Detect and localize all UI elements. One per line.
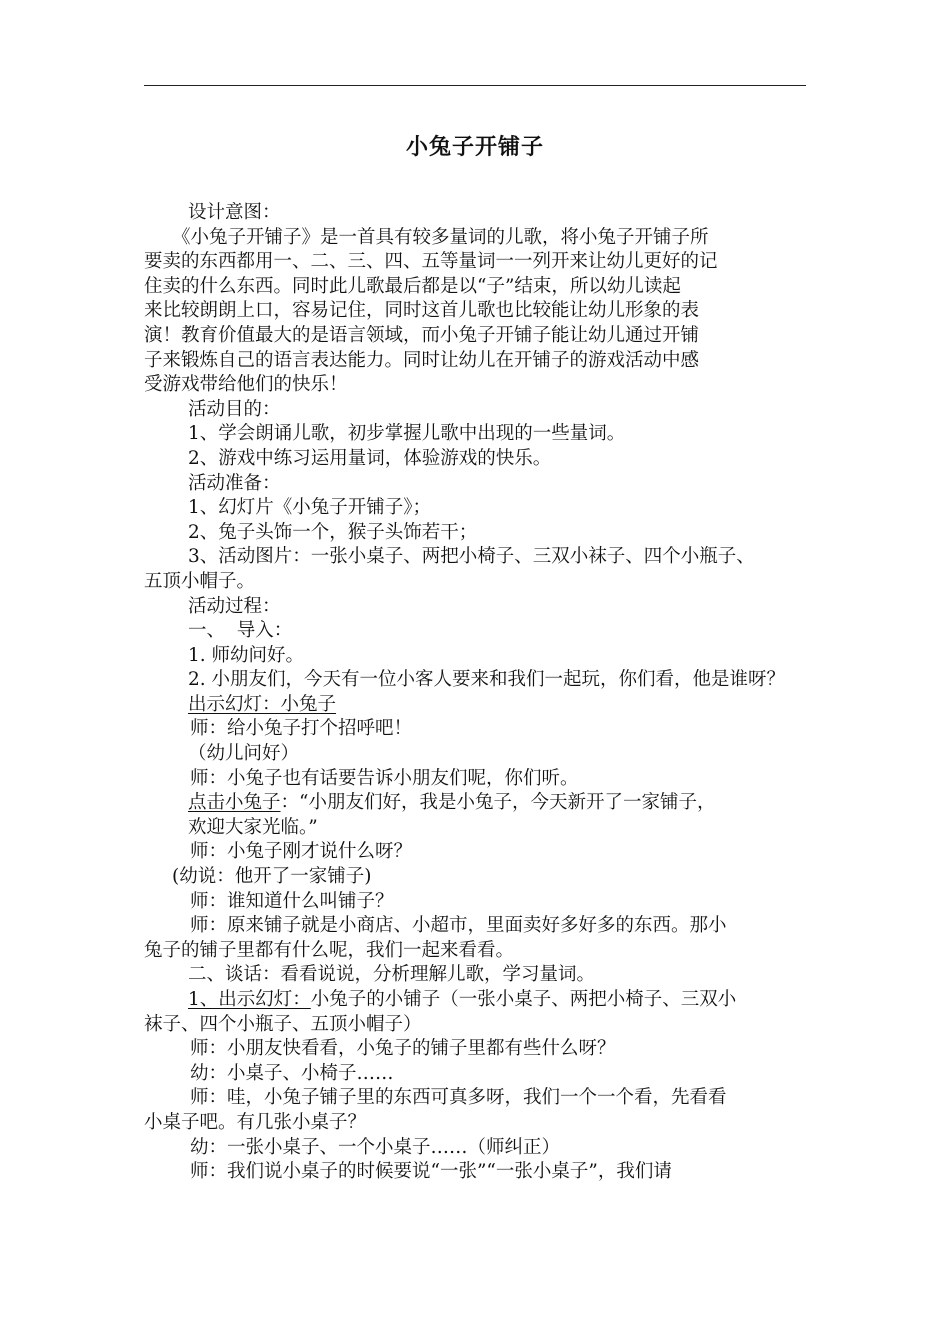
list-item: 2、兔子头饰一个，猴子头饰若干； (188, 521, 478, 543)
text-line: 子来锻炼自己的语言表达能力。同时让幼儿在开铺子的游戏活动中感 (144, 349, 700, 371)
dialogue-line: 师：我们说小桌子的时候要说“一张”“一张小桌子”，我们请 (190, 1161, 672, 1183)
section-heading: 二、谈话：看看说说，分析理解儿歌，学习量词。 (188, 964, 596, 986)
text-line (144, 988, 808, 1013)
list-item: 1、学会朗诵儿歌，初步掌握儿歌中出现的一些量词。 (188, 423, 626, 445)
text-line: 小桌子吧。有几张小桌子？ (144, 1111, 367, 1133)
line-text: 小兔子的小铺子（一张小桌子、两把小椅子、三双小 (310, 989, 737, 1010)
dialogue-line: （幼儿问好） (188, 743, 300, 765)
text-line: 来比较朗朗上口，容易记住，同时这首儿歌也比较能让幼儿形象的表 (144, 300, 700, 322)
text-line: 演！教育价值最大的是语言领域，而小兔子开铺子能让幼儿通过开铺 (144, 324, 700, 346)
section-heading: 活动目的： (188, 398, 281, 420)
underlined-text: 出示幻灯：小兔子 (188, 693, 337, 715)
dialogue-line: 幼：小桌子、小椅子…… (190, 1062, 394, 1084)
list-item: 3、活动图片：一张小桌子、两把小椅子、三双小袜子、四个小瓶子、 (188, 546, 755, 568)
dialogue-line: 师：哇，小兔子铺子里的东西可真多呀，我们一个一个看，先看看 (190, 1087, 727, 1109)
text-line: 五顶小帽子。 (144, 570, 256, 592)
text-line (144, 693, 808, 718)
list-item: 2. 小朋友们，今天有一位小客人要来和我们一起玩，你们看，他是谁呀？ (188, 669, 786, 691)
underlined-text: 点击小兔子 (188, 792, 281, 814)
dialogue-line: 欢迎大家光临。” (188, 816, 318, 838)
text-line: 要卖的东西都用一、二、三、四、五等量词一一列开来让幼儿更好的记 (144, 251, 718, 273)
header-rule (144, 85, 806, 86)
document-body (144, 201, 808, 1185)
page-title: 小兔子开铺子 (405, 135, 544, 160)
text-line: 袜子、四个小瓶子、五顶小帽子） (144, 1013, 422, 1035)
dialogue-line: 幼：一张小桌子、一个小桌子……（师纠正） (190, 1136, 561, 1158)
dialogue-line: 师：原来铺子就是小商店、小超市，里面卖好多好多的东西。那小 (190, 915, 727, 937)
dialogue-text: ：“小朋友们好，我是小兔子，今天新开了一家铺子， (280, 792, 716, 814)
dialogue-line: (幼说：他开了一家铺子) (172, 866, 372, 888)
dialogue-line (144, 791, 808, 816)
dialogue-line: 师：小兔子也有话要告诉小朋友们呢，你们听。 (190, 767, 579, 789)
section-heading: 活动准备： (188, 472, 281, 494)
text-line: 《小兔子开铺子》是一首具有较多量词的儿歌，将小兔子开铺子所 (172, 226, 709, 248)
underlined-text: 1、出示幻灯： (188, 989, 311, 1010)
dialogue-line: 师：小兔子刚才说什么呀？ (190, 841, 413, 863)
list-item: 1、幻灯片《小兔子开铺子》； (188, 497, 432, 519)
section-heading: 一、 导入： (188, 620, 293, 642)
text-line: 设计意图： (188, 202, 281, 223)
text-line: 住卖的什么东西。同时此儿歌最后都是以“子”结束，所以幼儿读起 (144, 275, 681, 297)
text-line: 兔子的铺子里都有什么呢，我们一起来看看。 (144, 939, 515, 961)
list-item: 2、游戏中练习运用量词，体验游戏的快乐。 (188, 447, 552, 469)
dialogue-line: 师：谁知道什么叫铺子？ (190, 890, 394, 912)
list-item: 1. 师幼问好。 (188, 644, 305, 666)
dialogue-line: 师：小朋友快看看，小兔子的铺子里都有些什么呀？ (190, 1038, 616, 1060)
text-line: 受游戏带给他们的快乐！ (144, 374, 348, 396)
section-heading: 活动过程： (188, 595, 281, 617)
dialogue-line: 师：给小兔子打个招呼吧！ (190, 718, 413, 740)
